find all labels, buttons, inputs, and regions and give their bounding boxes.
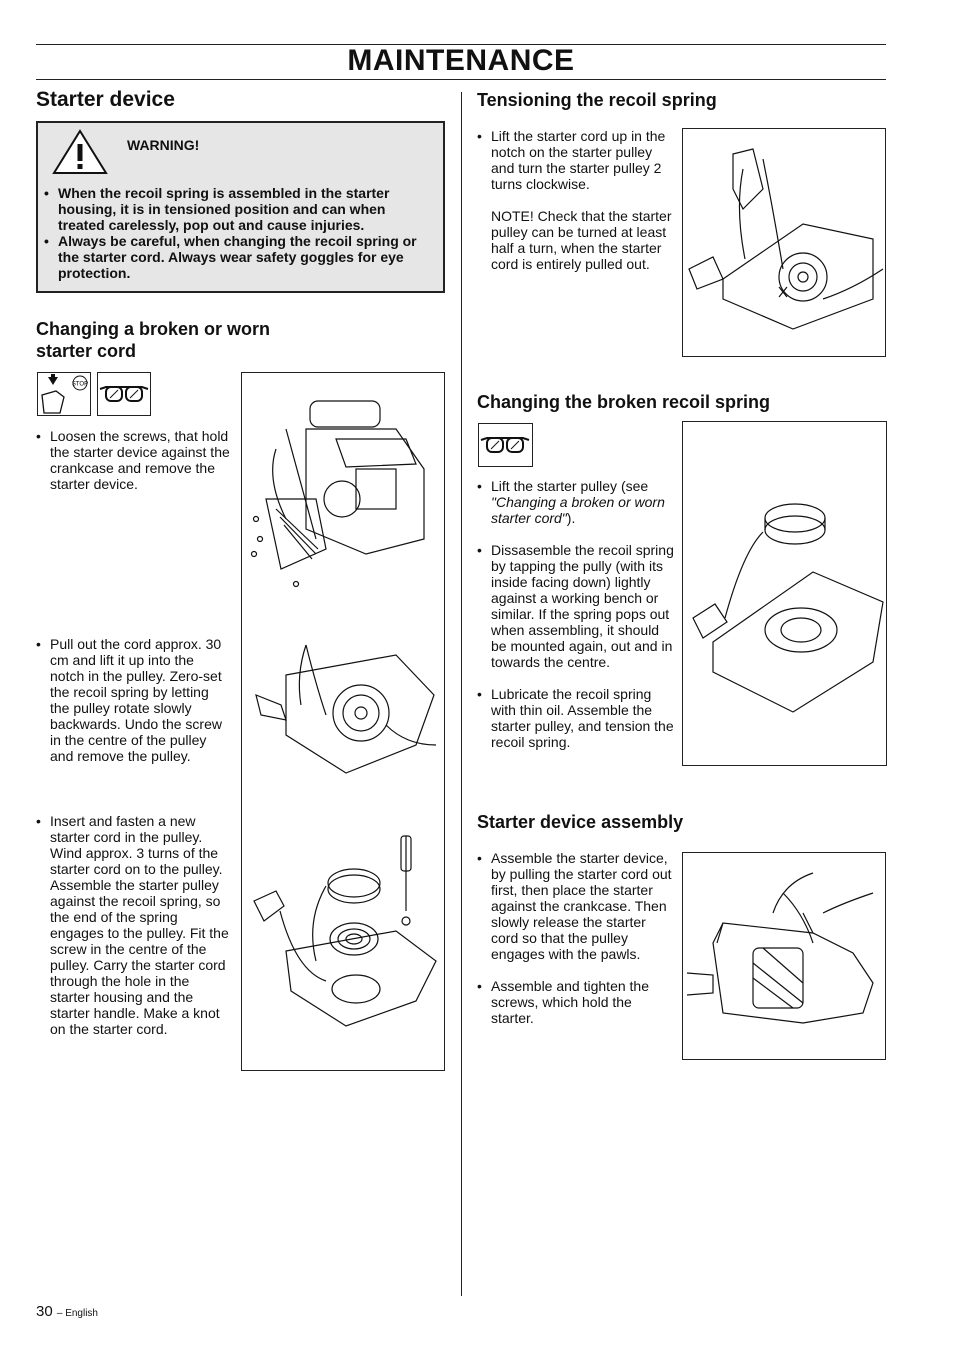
warning-box [36,121,445,293]
warning-title: WARNING! [127,137,200,153]
step-text: • Loosen the screws, that hold the starter device against the crankcase and remove the starter device. [36,428,230,492]
recoil-step: • Lubricate the recoil spring with thin oil. Assemble the starter pulley, and tension the recoil spring. [477,686,675,750]
recoil-steps [477,478,675,750]
subsection-title-starter-cord [36,318,306,362]
starter-assembly-illustration [683,853,885,1059]
assembly-step: • Assemble the starter device, by pulling the starter cord out first, then place the starter against the crankcase. Then slowly release the starter cord so that the pulley engages with the pawls. [477,850,675,962]
figure-recoil-spring [682,421,887,766]
figure-tensioning [682,128,886,357]
figure-assembly [682,852,886,1060]
warning-triangle-icon [52,129,108,175]
safety-goggles-icon [97,372,151,416]
warning-item: • Always be careful, when changing the recoil spring or the starter cord. Always wear safety goggles for eye protection. [44,233,434,281]
subsection-title-line: Changing a broken or worn [36,319,271,339]
page-number: 30 [36,1303,53,1320]
recoil-step: • Dissasemble the recoil spring by tapping the pully (with its inside facing down) lightly against a working bench or similar. If the spring pops out when assembling, it should be mounted again, out and in towards the centre. [477,542,675,670]
section-title-tensioning: Tensioning the recoil spring [477,90,717,110]
new-cord-assembly-illustration [246,831,440,1031]
header-bottom-rule [36,79,886,80]
cross-reference: "Changing a broken or worn starter cord" [491,494,665,526]
stop-sign-label: STOP [71,381,89,388]
section-title-starter-device: Starter device [36,88,175,111]
figure-starter-cord-steps [241,372,445,1071]
safety-goggles-icon [478,423,533,467]
tensioning-step: • Lift the starter cord up in the notch on the starter pulley and turn the starter pulley 2 turns clockwise. [477,128,675,192]
page-footer [36,1303,98,1320]
warning-list [44,185,434,281]
warning-item: • When the recoil spring is assembled in the starter housing, it is in tensioned position and can when treated carelessly, pop out and cause injuries. [44,185,434,233]
page-header-title: MAINTENANCE [347,44,575,77]
tensioning-text [477,128,675,272]
step-text: • Pull out the cord approx. 30 cm and lift it up into the notch in the pulley. Zero-set the recoil spring by letting the pulley rotate slowly backwards. Undo the screw in the centre of the pulley and remove the pulley. [36,636,230,764]
column-divider [461,92,462,1296]
tensioning-pulley-illustration [683,129,885,356]
recoil-step: • Lift the starter pulley (see "Changing a broken or worn starter cord"). [477,478,675,526]
starter-cord-step [36,428,230,492]
subsection-title-line: starter cord [36,341,137,361]
section-title-assembly: Starter device assembly [477,812,684,832]
assembly-steps [477,850,675,1026]
stop-engine-icon [37,372,91,416]
recoil-spring-illustration [683,422,886,765]
step-text: • Insert and fasten a new starter cord in the pulley. Wind approx. 3 turns of the starter cord on to the pulley. Assemble the starter pulley against the recoil spring, so the end of the spring engages to the pulley. Fit the screw in the centre of the pulley. Carry the starter cord through the hole in the starter housing and the starter handle. Make a knot on the starter cord. [36,813,230,1037]
starter-cord-step [36,813,230,1037]
chainsaw-starter-removal-illustration [246,389,440,589]
tensioning-note: NOTE! Check that the starter pulley can be turned at least half a turn, when the starter cord is entirely pulled out. [491,208,672,272]
section-title-recoil-spring: Changing the broken recoil spring [477,392,771,412]
assembly-step: • Assemble and tighten the screws, which hold the starter. [477,978,675,1026]
starter-cord-step [36,636,230,764]
page-language: – English [56,1308,98,1319]
pulley-cord-pull-illustration [246,635,440,775]
